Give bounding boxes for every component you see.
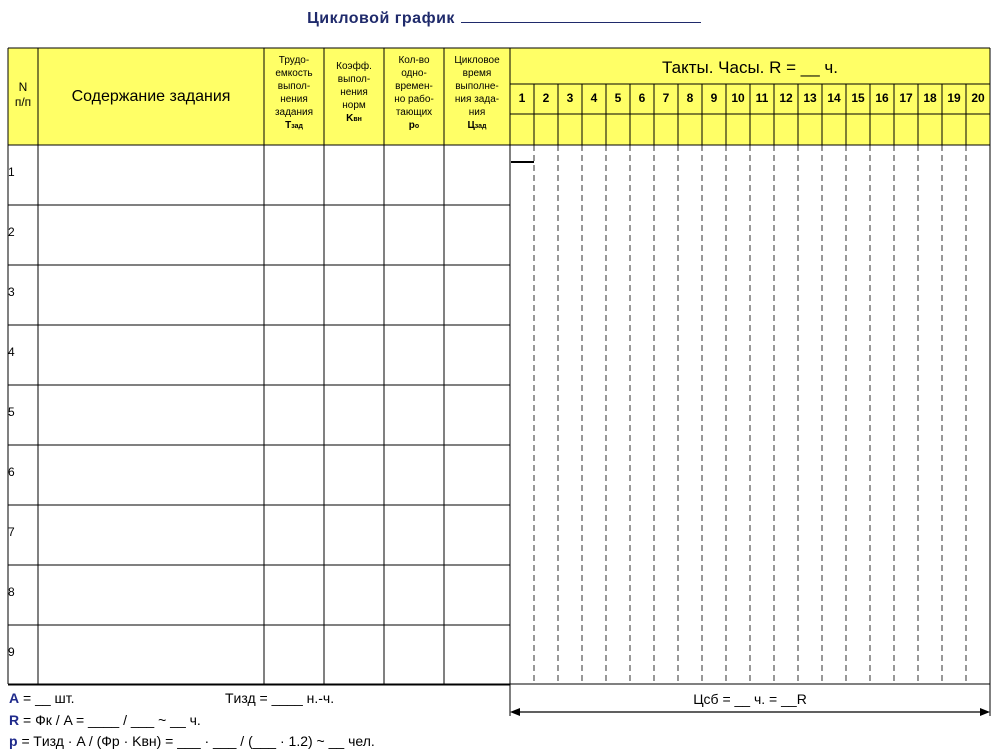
hour-number: 2 [542,91,550,105]
footer-tizd-text: = ____ н.-ч. [255,690,335,706]
h-workers-line-2: одно- [401,68,427,79]
h-labor-line-3: выпол- [277,81,311,92]
h-labor-subscript: зад [291,123,303,130]
row-number: 7 [8,525,15,539]
h-cycle-line-1: Цикловое [454,55,500,66]
hour-number: 13 [803,91,817,105]
h-cycle-line-4: ния зада- [454,94,500,105]
h-cycle-line-5: ния [468,107,486,118]
hour-number: 17 [899,91,913,105]
footer-csb: Цсб = __ ч. = __R [693,691,807,707]
hour-number: 12 [779,91,793,105]
footer-a-symbol: A [9,690,20,706]
row-number: 9 [8,645,15,659]
h-coeff-line-5: Kвн [346,113,362,124]
footer-r-text: = Фк / A = ____ / ___ ~ __ ч. [19,712,201,728]
h-coeff-line-2: выпол- [337,74,371,85]
h-workers-line-5: тающих [395,107,433,118]
h-labor-line-5: задания [274,107,314,118]
h-workers-line-6: pо [408,120,420,131]
hour-number: 16 [875,91,889,105]
header-workers [384,54,444,133]
hour-number: 10 [731,91,745,105]
row-number: 1 [8,165,15,179]
header-num-line2: п/п [14,95,32,109]
header-cycle [444,54,510,133]
hour-number: 11 [755,91,769,105]
h-coeff-line-4: норм [342,100,366,111]
h-workers-line-4: но рабо- [394,94,434,105]
hour-number: 19 [947,91,961,105]
hour-number: 14 [827,91,841,105]
row-number: 2 [8,225,15,239]
h-labor-line-6: Tзад [285,120,303,131]
hour-number: 18 [923,91,937,105]
footer-p [9,733,375,749]
footer-r-symbol: R [9,712,20,728]
hour-number: 20 [971,91,985,105]
h-workers-line-1: Кол-во [398,55,430,66]
hour-number: 5 [614,91,622,105]
row-number: 6 [8,465,15,479]
footer-r [9,712,201,728]
header-coeff [324,60,384,126]
h-cycle-line-2: время [462,68,492,79]
hour-number: 1 [518,91,526,105]
row-number: 5 [8,405,15,419]
hour-number: 7 [662,91,670,105]
footer-a-text: = __ шт. [19,690,75,706]
h-cycle-line-3: выполне- [455,81,499,92]
h-workers-line-3: времен- [395,81,433,92]
hour-number: 6 [638,91,646,105]
h-workers-subscript: о [414,123,420,130]
header-content: Содержание задания [71,88,231,105]
hour-number: 8 [686,91,694,105]
header-labor [264,54,324,133]
h-labor-line-4: нения [280,94,308,105]
header-num-line1: N [18,80,28,94]
footer-a [9,690,75,706]
row-number: 4 [8,345,15,359]
h-coeff-line-3: нения [340,87,368,98]
h-labor-line-2: емкость [275,68,313,79]
h-coeff-line-1: Коэфф. [336,61,372,72]
row-number: 3 [8,285,15,299]
h-cycle-line-6: Цзад [467,120,487,131]
hour-number: 15 [851,91,865,105]
hour-number: 4 [590,91,598,105]
title-text: Цикловой график [307,10,455,27]
h-labor-line-1: Трудо- [278,55,310,66]
h-cycle-subscript: зад [474,123,487,130]
row-number: 8 [8,585,15,599]
footer-tizd [225,690,334,706]
hour-number: 9 [710,91,718,105]
header-num [8,80,38,110]
csb-arrow-right-head [980,708,990,716]
hour-number: 3 [566,91,574,105]
header-takts: Такты. Часы. R = __ ч. [662,58,838,77]
footer-p-text: = Tизд · A / (Фр · Kвн) = ___ · ___ / (___ · 1.2) ~ __ чел. [17,733,375,749]
csb-arrow-left-head [510,708,520,716]
footer-tizd-symbol: Tизд [225,690,256,706]
h-coeff-subscript: вн [353,116,362,123]
footer-p-symbol: p [9,733,18,749]
